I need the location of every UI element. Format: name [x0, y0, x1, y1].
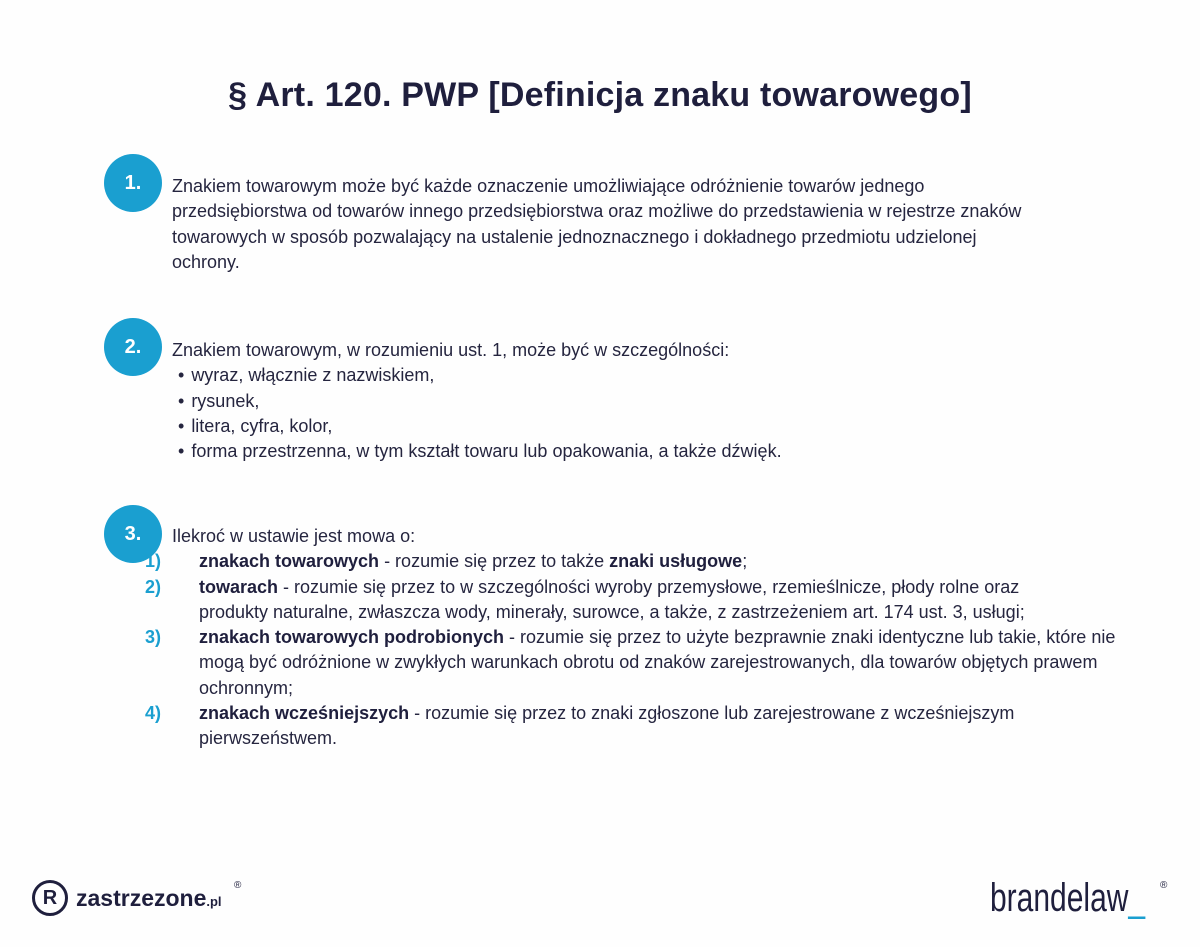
item-number: 4): [145, 703, 162, 724]
definition-item: [145, 701, 1119, 752]
page-title: § Art. 120. PWP [Definicja znaku towarowego]: [228, 76, 972, 114]
item-number: 3): [145, 627, 162, 648]
item-number: 2): [145, 576, 162, 597]
bullet-item: • forma przestrzenna, w tym kształt towaru lub opakowania, a także dźwięk.: [172, 439, 1132, 464]
section-number-badge: 2.: [104, 318, 162, 376]
definition-item: [145, 549, 1132, 574]
section-3-intro: Ilekroć w ustawie jest mowa o:: [172, 526, 416, 546]
item-text: - rozumie się przez to znaki zgłoszone lub zarejestrowane z wcześniejszym pierwszeństwem.: [199, 703, 1015, 749]
bullet-item: • wyraz, włącznie z nazwiskiem,: [172, 363, 1132, 388]
definition-item: [145, 625, 1119, 701]
item-text: - rozumie się przez to także: [379, 551, 610, 572]
registered-mark: ®: [1160, 880, 1168, 891]
brandelaw-logo: [990, 876, 1145, 921]
r-logo-icon: R: [32, 880, 68, 916]
bullet-item: • litera, cyfra, kolor,: [172, 414, 1132, 439]
item-term: znakach towarowych: [199, 551, 380, 572]
bullet-item: • rysunek,: [172, 389, 1132, 414]
section-number-badge: 3.: [104, 505, 162, 563]
item-text: - rozumie się przez to w szczególności wyroby przemysłowe, rzemieślnicze, płody rolne oraz produkty naturalne, zwłaszcza wody, minerały, surowce, a także, z zastrzeżeniem art. 174 ust. 3, usługi;: [199, 576, 1025, 622]
registered-mark: ®: [234, 880, 242, 891]
section-number-badge: 1.: [104, 154, 162, 212]
item-text: ;: [742, 551, 748, 572]
logo-underscore: _: [1128, 876, 1146, 920]
item-term: towarach: [199, 576, 279, 597]
brandelaw-logo-text: brandelaw: [990, 876, 1129, 920]
section-2: [172, 338, 1132, 464]
item-term: znaki usługowe: [609, 551, 743, 572]
item-number: 1): [145, 551, 162, 572]
logo-name: zastrzezone: [76, 884, 207, 911]
section-1-text: Znakiem towarowym może być każde oznaczenie umożliwiające odróżnienie towarów jednego przedsiębiorstwa od towarów innego przedsiębiorstwa oraz możliwe do przedstawienia w rejestrze znaków towarowych w sposób pozwalający na ustalenie jednoznacznego i dokładnego przedmiotu udzielonej ochrony.: [172, 176, 1022, 272]
definition-item: [145, 575, 1079, 626]
logo-tld: .pl: [206, 893, 222, 909]
item-term: znakach towarowych podrobionych: [199, 627, 505, 648]
section-2-intro: Znakiem towarowym, w rozumieniu ust. 1, może być w szczególności:: [172, 340, 730, 360]
zastrzezone-logo: [32, 880, 222, 916]
section-3: [145, 524, 1132, 752]
item-text: - rozumie się przez to użyte bezprawnie znaki identyczne lub takie, które nie mogą być odróżnione w zwykłych warunkach obrotu od znaków zarejestrowanych, dla towarów objętych prawem ochronnym;: [199, 627, 1116, 698]
item-term: znakach wcześniejszych: [199, 703, 410, 724]
section-1: [172, 174, 1132, 275]
zastrzezone-logo-text: [76, 885, 222, 912]
